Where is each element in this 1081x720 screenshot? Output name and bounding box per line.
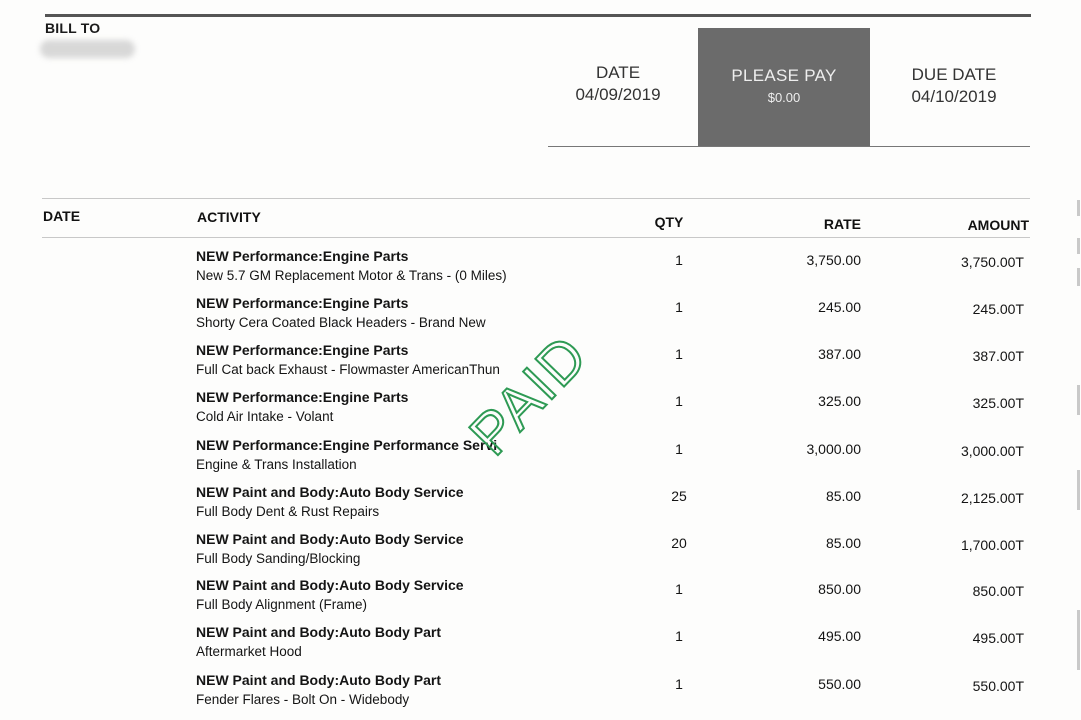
row-amount: 3,000.00T [960, 443, 1024, 459]
row-category: NEW Paint and Body:Auto Body Service [196, 577, 464, 593]
row-qty: 1 [675, 299, 683, 315]
row-description: Full Body Sanding/Blocking [196, 551, 361, 566]
row-rate: 387.00 [818, 346, 861, 362]
scan-edge-mark [1077, 385, 1080, 415]
row-description: New 5.7 GM Replacement Motor & Trans - (0 Miles) [196, 268, 507, 283]
row-category: NEW Paint and Body:Auto Body Part [196, 672, 441, 688]
row-rate: 3,000.00 [806, 441, 861, 457]
row-qty: 1 [675, 676, 683, 692]
row-rate: 3,750.00 [806, 252, 861, 268]
row-amount: 850.00T [972, 583, 1024, 599]
due-date-value: 04/10/2019 [911, 87, 997, 106]
row-amount: 3,750.00T [960, 254, 1024, 270]
row-qty: 1 [675, 581, 683, 597]
column-header-amount: AMOUNT [967, 217, 1029, 233]
row-rate: 85.00 [825, 488, 861, 504]
redacted-customer-name [40, 40, 135, 58]
scan-edge-mark [1077, 268, 1080, 286]
table-row [0, 624, 1081, 671]
paid-stamp-text: PAID [457, 322, 601, 468]
row-category: NEW Performance:Engine Performance Servi [196, 437, 498, 453]
row-amount: 325.00T [972, 395, 1024, 411]
table-row [0, 484, 1081, 531]
row-category: NEW Paint and Body:Auto Body Part [196, 624, 441, 640]
row-amount: 387.00T [972, 348, 1024, 364]
please-pay-label: PLEASE PAY [731, 66, 837, 85]
please-pay-box [698, 28, 870, 146]
row-amount: 1,700.00T [960, 537, 1024, 553]
scan-edge-mark [1077, 470, 1080, 510]
table-row [0, 295, 1081, 342]
row-category: NEW Performance:Engine Parts [196, 295, 409, 311]
top-rule [45, 14, 1031, 17]
scan-edge-mark [1077, 238, 1080, 254]
scan-edge-mark [1077, 200, 1080, 216]
table-row [0, 672, 1081, 719]
row-amount: 2,125.00T [960, 490, 1024, 506]
table-row [0, 437, 1081, 484]
header-rule [548, 146, 1030, 147]
due-date-label: DUE DATE [911, 65, 997, 84]
table-top-rule [42, 198, 1030, 199]
row-category: NEW Performance:Engine Parts [196, 389, 409, 405]
row-description: Fender Flares - Bolt On - Widebody [196, 692, 410, 707]
row-qty: 1 [675, 346, 683, 362]
row-qty: 20 [671, 535, 687, 551]
row-category: NEW Paint and Body:Auto Body Service [196, 484, 464, 500]
row-qty: 25 [671, 488, 687, 504]
column-header-rate: RATE [823, 216, 861, 232]
table-header-rule [42, 237, 1030, 238]
row-rate: 85.00 [825, 535, 861, 551]
row-description: Engine & Trans Installation [196, 457, 357, 472]
row-category: NEW Paint and Body:Auto Body Service [196, 531, 464, 547]
row-amount: 495.00T [972, 630, 1024, 646]
table-row [0, 577, 1081, 624]
row-description: Aftermarket Hood [196, 644, 302, 659]
due-date-block [880, 64, 1028, 108]
please-pay-amount: $0.00 [767, 90, 801, 105]
invoice-date-label: DATE [595, 63, 641, 82]
table-row [0, 248, 1081, 295]
row-rate: 550.00 [818, 676, 861, 692]
column-header-date: DATE [43, 208, 81, 224]
row-rate: 325.00 [818, 393, 861, 409]
table-row [0, 342, 1081, 389]
row-description: Full Body Dent & Rust Repairs [196, 504, 380, 519]
row-rate: 245.00 [818, 299, 861, 315]
row-category: NEW Performance:Engine Parts [196, 342, 409, 358]
row-description: Full Cat back Exhaust - Flowmaster AmericanThun [196, 362, 500, 377]
column-header-activity: ACTIVITY [197, 209, 261, 225]
row-qty: 1 [675, 393, 683, 409]
bill-to-label: BILL TO [45, 20, 101, 36]
row-category: NEW Performance:Engine Parts [196, 248, 409, 264]
row-description: Full Body Alignment (Frame) [196, 597, 368, 612]
table-row [0, 531, 1081, 578]
row-description: Shorty Cera Coated Black Headers - Brand New [196, 315, 486, 330]
row-amount: 550.00T [972, 678, 1024, 694]
row-description: Cold Air Intake - Volant [196, 409, 334, 424]
column-header-qty: QTY [654, 214, 684, 230]
row-qty: 1 [675, 628, 683, 644]
table-row [0, 389, 1081, 436]
scan-edge-mark [1077, 610, 1080, 670]
row-qty: 1 [675, 252, 683, 268]
row-amount: 245.00T [972, 301, 1024, 317]
row-qty: 1 [675, 441, 683, 457]
row-rate: 495.00 [818, 628, 861, 644]
row-rate: 850.00 [818, 581, 861, 597]
invoice-date-block [548, 62, 688, 106]
invoice-date-value: 04/09/2019 [575, 85, 661, 104]
